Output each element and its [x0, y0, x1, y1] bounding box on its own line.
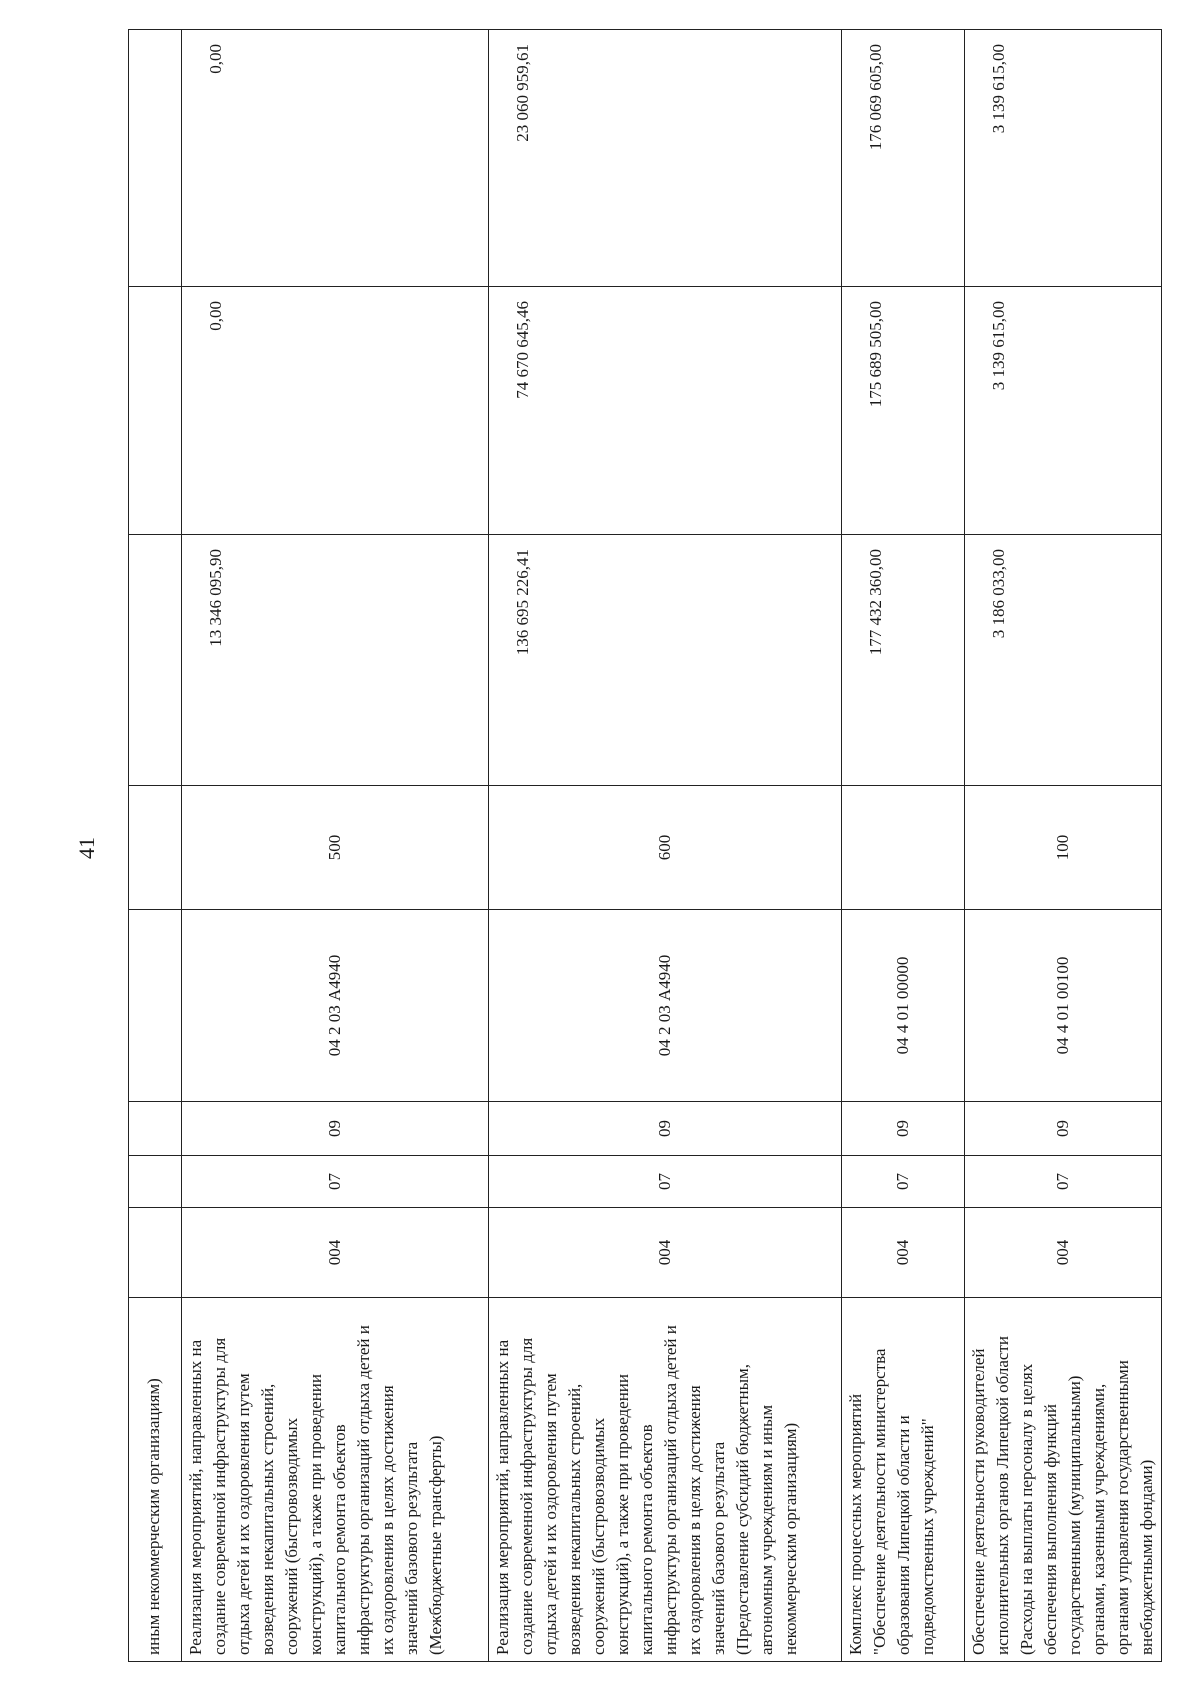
table-row	[489, 30, 842, 1662]
expense-type-cell: 100	[965, 786, 1162, 910]
rotated-table-container	[128, 30, 1156, 1662]
target-article-cell: 04 4 01 00000	[842, 910, 965, 1102]
expense-type-cell	[129, 786, 182, 910]
page-number: 41	[74, 837, 99, 859]
sum-year-2-cell: 175 689 505,00	[842, 287, 965, 535]
expense-type-cell: 600	[489, 786, 842, 910]
sum-year-2-cell: 0,00	[182, 287, 489, 535]
sum-year-3-cell	[129, 30, 182, 287]
grbs-code-cell: 004	[182, 1208, 489, 1298]
target-article-cell: 04 2 03 А4940	[489, 910, 842, 1102]
section-code-cell: 07	[489, 1156, 842, 1208]
expense-type-cell: 500	[182, 786, 489, 910]
sum-year-3-cell: 0,00	[182, 30, 489, 287]
table-row	[129, 30, 182, 1662]
section-code-cell: 07	[182, 1156, 489, 1208]
row-name-cell: Обеспечение деятельности руководителей исполнительных органов Липецкой области (Расходы на выплаты персоналу в целях обеспечения выполнения функций государственными (муниципальными) органами, казенными учреждениями, органами управления государственными внебюджетными фондами)	[965, 1298, 1162, 1662]
expense-type-cell	[842, 786, 965, 910]
row-name-cell: Комплекс процессных мероприятий "Обеспечение деятельности министерства образования Липецкой области и подведомственных учреждений"	[842, 1298, 965, 1662]
sum-year-2-cell: 3 139 615,00	[965, 287, 1162, 535]
subsection-code-cell: 09	[182, 1102, 489, 1156]
section-code-cell	[129, 1156, 182, 1208]
grbs-code-cell: 004	[842, 1208, 965, 1298]
budget-table	[128, 29, 1162, 1662]
row-name-cell: Реализация мероприятий, направленных на создание современной инфраструктуры для отдыха детей и их оздоровления путем возведения некапитальных строений, сооружений (быстровозводимых конструкций), а также при проведении капитального ремонта объектов инфраструктуры организаций отдыха детей и их оздоровления в целях достижения значений базового результата (Предоставление субсидий бюджетным, автономным учреждениям и иным некоммерческим организациям)	[489, 1298, 842, 1662]
sum-year-1-cell: 3 186 033,00	[965, 535, 1162, 786]
table-row	[182, 30, 489, 1662]
subsection-code-cell: 09	[489, 1102, 842, 1156]
sum-year-3-cell: 23 060 959,61	[489, 30, 842, 287]
grbs-code-cell	[129, 1208, 182, 1298]
sum-year-3-cell: 3 139 615,00	[965, 30, 1162, 287]
subsection-code-cell: 09	[965, 1102, 1162, 1156]
sum-year-2-cell	[129, 287, 182, 535]
subsection-code-cell: 09	[842, 1102, 965, 1156]
sum-year-1-cell	[129, 535, 182, 786]
target-article-cell	[129, 910, 182, 1102]
grbs-code-cell: 004	[965, 1208, 1162, 1298]
section-code-cell: 07	[965, 1156, 1162, 1208]
row-name-cell: иным некоммерческим организациям)	[129, 1298, 182, 1662]
section-code-cell: 07	[842, 1156, 965, 1208]
sum-year-1-cell: 136 695 226,41	[489, 535, 842, 786]
table-row	[965, 30, 1162, 1662]
row-name-cell: Реализация мероприятий, направленных на создание современной инфраструктуры для отдыха детей и их оздоровления путем возведения некапитальных строений, сооружений (быстровозводимых конструкций), а также при проведении капитального ремонта объектов инфраструктуры организаций отдыха детей и их оздоровления в целях достижения значений базового результата (Межбюджетные трансферты)	[182, 1298, 489, 1662]
sum-year-3-cell: 176 069 605,00	[842, 30, 965, 287]
subsection-code-cell	[129, 1102, 182, 1156]
table-row	[842, 30, 965, 1662]
sum-year-1-cell: 177 432 360,00	[842, 535, 965, 786]
target-article-cell: 04 4 01 00100	[965, 910, 1162, 1102]
target-article-cell: 04 2 03 А4940	[182, 910, 489, 1102]
sum-year-1-cell: 13 346 095,90	[182, 535, 489, 786]
grbs-code-cell: 004	[489, 1208, 842, 1298]
sum-year-2-cell: 74 670 645,46	[489, 287, 842, 535]
